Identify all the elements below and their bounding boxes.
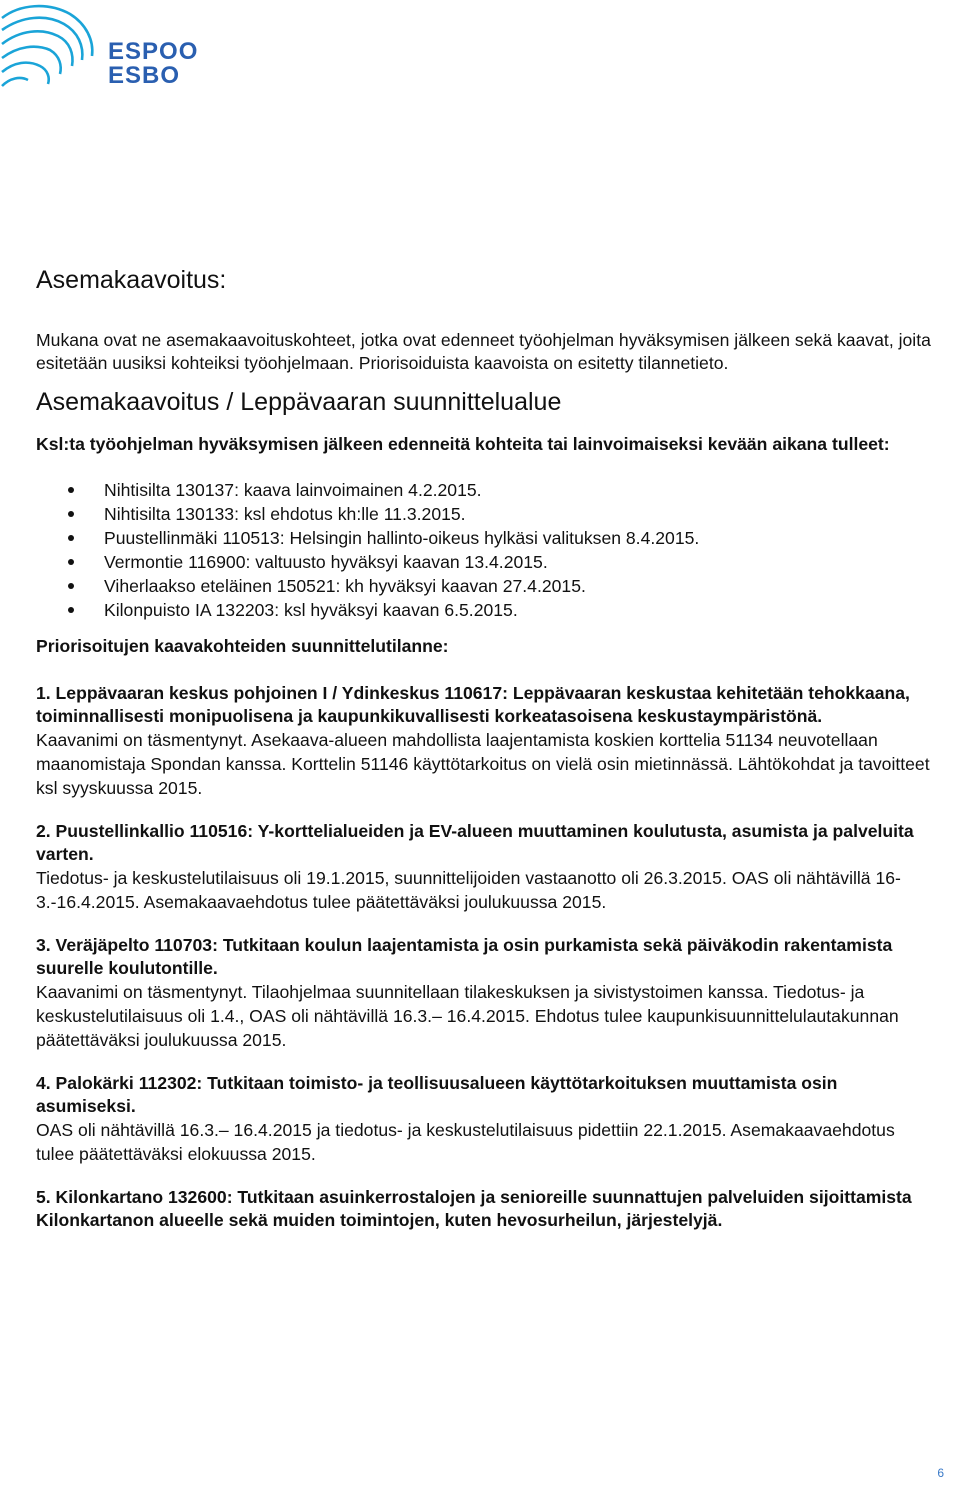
document-content xyxy=(36,259,936,1232)
intro-paragraph: Mukana ovat ne asemakaavoituskohteet, jotka ovat edenneet työohjelman hyväksymisen jälkeen sekä kaavat, joita esitetään uusiksi kohteiksi työohjelmaan. Priorisoiduista kaavoista on esitetty tilannetieto. xyxy=(36,330,931,373)
priority-item-3 xyxy=(36,934,936,1052)
logo-line-espoo: ESPOO xyxy=(108,38,199,65)
priority-item-title: 5. Kilonkartano 132600: Tutkitaan asuinkerrostalojen ja senioreille suunnattujen palveluiden sijoittamista Kilonkartanon alueelle sekä muiden toimintojen, kuten hevosurheilun, järjestelyjä. xyxy=(36,1187,912,1230)
priority-item-title: 4. Palokärki 112302: Tutkitaan toimisto- ja teollisuusalueen käyttötarkoituksen muuttamista osin asumiseksi. xyxy=(36,1073,838,1116)
priority-heading: Priorisoitujen kaavakohteiden suunnittelutilanne: xyxy=(36,636,449,656)
page-number: 6 xyxy=(937,1466,944,1480)
list-item: Kilonpuisto IA 132203: ksl hyväksyi kaavan 6.5.2015. xyxy=(104,598,936,622)
priority-item-1 xyxy=(36,682,936,800)
espoo-esbo-logo xyxy=(0,0,200,100)
priority-item-title: 2. Puustellinkallio 110516: Y-korttelialueiden ja EV-alueen muuttaminen koulutusta, asumista ja palveluita varten. xyxy=(36,821,914,864)
list-item: Nihtisilta 130133: ksl ehdotus kh:lle 11.3.2015. xyxy=(104,502,936,526)
priority-item-5 xyxy=(36,1186,936,1232)
list-item: Puustellinmäki 110513: Helsingin hallinto-oikeus hylkäsi valituksen 8.4.2015. xyxy=(104,526,936,550)
logo-line-esbo: ESBO xyxy=(108,62,181,89)
priority-item-body: Kaavanimi on täsmentynyt. Asekaava-alueen mahdollista laajentamista koskien korttelia 51134 neuvotellaan maanomistaja Spondan kanssa. Korttelin 51146 käyttötarkoitus on vielä osin mietinnässä. Lähtökohdat ja tavoitteet ksl syyskuussa 2015. xyxy=(36,730,930,798)
priority-item-body: Kaavanimi on täsmentynyt. Tilaohjelmaa suunnitellaan tilakeskuksen ja sivistystoimen kanssa. Tiedotus- ja keskustelutilaisuus oli 1.4., OAS oli nähtävillä 16.3.– 16.4.2015. Ehdotus tulee kaupunkisuunnittelulautakunnan päätettäväksi joulukuussa 2015. xyxy=(36,982,899,1050)
list-item: Viherlaakso eteläinen 150521: kh hyväksyi kaavan 27.4.2015. xyxy=(104,574,936,598)
list-item: Vermontie 116900: valtuusto hyväksyi kaavan 13.4.2015. xyxy=(104,550,936,574)
priority-item-4 xyxy=(36,1072,936,1166)
list-item: Nihtisilta 130137: kaava lainvoimainen 4.2.2015. xyxy=(104,478,936,502)
priority-item-body: Tiedotus- ja keskustelutilaisuus oli 19.1.2015, suunnittelijoiden vastaanotto oli 26.3.2015. OAS oli nähtävillä 16-3.-16.4.2015. Asemakaavaehdotus tulee päätettäväksi joulukuussa 2015. xyxy=(36,868,901,912)
priority-item-2 xyxy=(36,820,936,914)
section-subheading: Ksl:ta työohjelman hyväksymisen jälkeen edenneitä kohteita tai lainvoimaiseksi kevään aikana tulleet: xyxy=(36,434,890,454)
main-heading: Asemakaavoitus: xyxy=(36,266,227,294)
completed-items-list xyxy=(36,478,936,622)
priority-item-title: 1. Leppävaaran keskus pohjoinen I / Ydinkeskus 110617: Leppävaaran keskustaa kehitetään tehokkaana, toiminnallisesti monipuolisena ja kaupunkikuvallisesti korkeatasoisena keskustaympäristönä. xyxy=(36,683,910,726)
section-heading: Asemakaavoitus / Leppävaaran suunnittelualue xyxy=(36,388,562,416)
logo-swirl-icon xyxy=(0,0,110,100)
priority-item-title: 3. Veräjäpelto 110703: Tutkitaan koulun laajentamista ja osin purkamista sekä päiväkodin rakentamista suurelle koulutontille. xyxy=(36,935,893,978)
priority-item-body: OAS oli nähtävillä 16.3.– 16.4.2015 ja tiedotus- ja keskustelutilaisuus pidettiin 22.1.2015. Asemakaavaehdotus tulee päätettäväksi elokuussa 2015. xyxy=(36,1120,895,1164)
